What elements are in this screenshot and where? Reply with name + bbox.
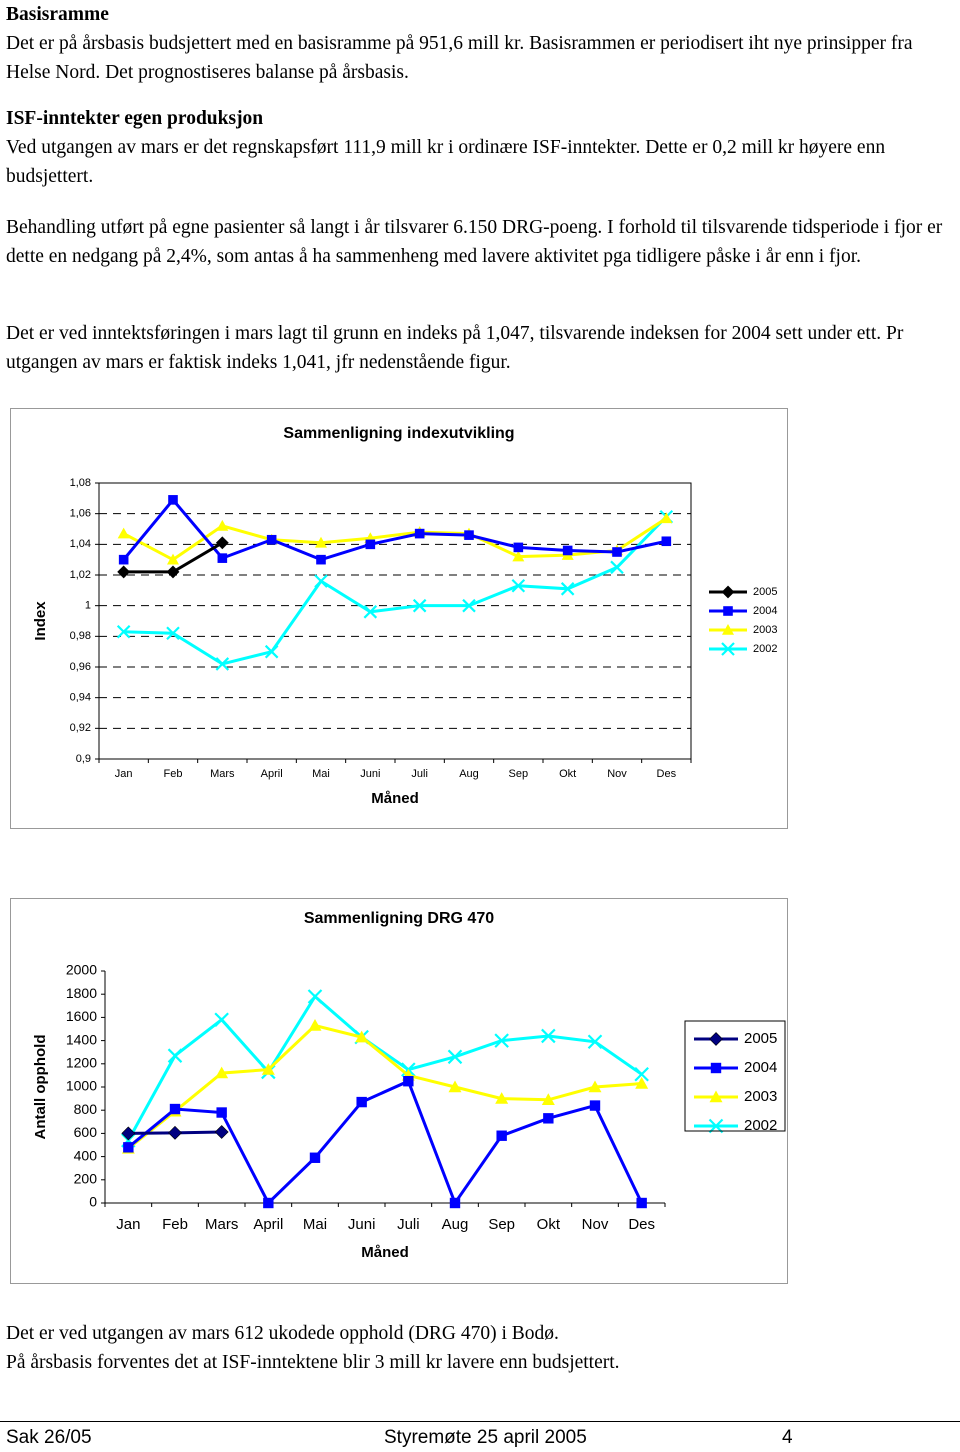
series-2003-point bbox=[309, 1019, 322, 1031]
legend-label: 2002 bbox=[753, 642, 778, 655]
x-tick-label: Jan bbox=[114, 767, 133, 780]
series-2002-point bbox=[169, 1049, 182, 1062]
y-tick-label: 200 bbox=[73, 1170, 97, 1187]
series-2005-point bbox=[122, 1127, 135, 1140]
paragraph-indeks: Det er ved inntektsføringen i mars lagt til grunn en indeks på 1,047, tilsvarende indeksen for 2004 sett under ett. Pr utgangen av mars er faktisk indeks 1,041, jfr nedenstående figur. bbox=[6, 323, 904, 373]
y-tick-label: 0,92 bbox=[69, 722, 91, 735]
legend-2005-marker bbox=[710, 1033, 723, 1046]
series-2004-point bbox=[612, 547, 622, 557]
legend-label: 2003 bbox=[753, 623, 778, 636]
y-tick-label: 1000 bbox=[65, 1077, 97, 1094]
y-tick-label: 600 bbox=[73, 1124, 97, 1141]
x-tick-label: Aug bbox=[459, 767, 479, 780]
series-2004-point bbox=[123, 1142, 133, 1152]
footer-page-number: 4 bbox=[782, 1427, 793, 1448]
y-tick-label: 800 bbox=[73, 1100, 97, 1117]
x-tick-label: Juni bbox=[360, 767, 381, 780]
x-axis-title: Måned bbox=[371, 789, 419, 807]
x-tick-label: Aug bbox=[441, 1215, 469, 1233]
y-tick-label: 1,04 bbox=[69, 538, 91, 551]
series-2004-line bbox=[128, 1081, 641, 1203]
series-2004-point bbox=[263, 1198, 273, 1208]
series-2004-point bbox=[563, 546, 573, 556]
footer-case-number: Sak 26/05 bbox=[6, 1427, 92, 1448]
chart-title: Sammenligning DRG 470 bbox=[303, 910, 495, 928]
series-2004-point bbox=[356, 1097, 366, 1107]
legend-2004-marker bbox=[723, 606, 733, 616]
series-2004-point bbox=[316, 555, 326, 565]
legend-label: 2004 bbox=[753, 604, 778, 617]
y-tick-label: 2000 bbox=[65, 961, 97, 978]
series-2003-point bbox=[216, 520, 228, 531]
y-tick-label: 1,08 bbox=[69, 476, 91, 489]
y-tick-label: 1,02 bbox=[69, 568, 91, 581]
legend-2004-marker bbox=[711, 1063, 721, 1073]
drg-chart bbox=[10, 898, 788, 1284]
x-tick-label: Mars bbox=[204, 1215, 239, 1233]
series-2004-point bbox=[636, 1198, 646, 1208]
series-2004-point bbox=[168, 495, 178, 505]
plot-area bbox=[99, 483, 691, 759]
series-2004-point bbox=[310, 1153, 320, 1163]
series-2004-point bbox=[366, 540, 376, 550]
chart-title: Sammenligning indexutvikling bbox=[283, 425, 515, 443]
x-tick-label: Mai bbox=[312, 767, 330, 780]
x-tick-label: Feb bbox=[163, 767, 183, 780]
series-2004-line bbox=[124, 500, 667, 560]
series-2002-point bbox=[309, 990, 322, 1003]
series-2004-point bbox=[496, 1131, 506, 1141]
legend-label: 2005 bbox=[753, 585, 778, 598]
footer-meeting: Styremøte 25 april 2005 bbox=[384, 1427, 587, 1448]
paragraph-ukodede: Det er ved utgangen av mars 612 ukodede opphold (DRG 470) i Bodø. bbox=[6, 1323, 559, 1344]
series-2005-point bbox=[215, 1126, 228, 1139]
heading-basisramme: Basisramme bbox=[6, 4, 109, 25]
y-tick-label: 1200 bbox=[65, 1054, 97, 1071]
x-tick-label: Feb bbox=[162, 1215, 188, 1233]
basisramme-section bbox=[6, 0, 951, 87]
legend-label: 2002 bbox=[744, 1116, 778, 1134]
series-2005-point bbox=[118, 566, 130, 578]
y-tick-label: 400 bbox=[73, 1147, 97, 1164]
y-tick-label: 0,98 bbox=[69, 630, 91, 643]
series-2003-line bbox=[128, 1026, 641, 1149]
x-tick-label: Des bbox=[628, 1215, 656, 1233]
series-2004-point bbox=[415, 529, 425, 539]
x-tick-label: Mai bbox=[302, 1215, 328, 1233]
x-axis-title: Måned bbox=[361, 1243, 409, 1261]
x-tick-label: April bbox=[260, 767, 283, 780]
y-axis-title: Antall opphold bbox=[31, 1034, 49, 1140]
y-tick-label: 0 bbox=[89, 1193, 97, 1210]
index-chart-svg bbox=[11, 409, 787, 828]
series-2004-point bbox=[450, 1198, 460, 1208]
x-tick-label: Des bbox=[656, 767, 677, 780]
y-tick-label: 0,9 bbox=[75, 752, 91, 765]
series-2004-point bbox=[464, 530, 474, 540]
legend-2005-marker bbox=[722, 586, 734, 598]
legend-label: 2003 bbox=[744, 1087, 778, 1105]
series-2004-point bbox=[218, 553, 228, 563]
x-tick-label: Okt bbox=[536, 1215, 561, 1233]
series-2004-point bbox=[216, 1107, 226, 1117]
series-2002-point bbox=[611, 561, 623, 573]
series-2002-point bbox=[215, 1013, 228, 1026]
x-tick-label: Juni bbox=[347, 1215, 376, 1233]
y-tick-label: 1800 bbox=[65, 984, 97, 1001]
x-tick-label: Mars bbox=[210, 767, 235, 780]
index-chart bbox=[10, 408, 788, 829]
series-2003-point bbox=[118, 528, 130, 539]
paragraph-basisramme: Det er på årsbasis budsjettert med en basisramme på 951,6 mill kr. Basisrammen er periodisert iht nye prinsipper fra Helse Nord. Det prognostiseres balanse på årsbasis. bbox=[6, 33, 913, 83]
closing-section bbox=[6, 1319, 951, 1377]
series-2004-point bbox=[590, 1100, 600, 1110]
series-2004-point bbox=[543, 1113, 553, 1123]
series-2002-point bbox=[315, 575, 327, 587]
y-tick-label: 1,06 bbox=[69, 507, 91, 520]
paragraph-drg-poeng: Behandling utført på egne pasienter så langt i år tilsvarer 6.150 DRG-poeng. I forhold til tilsvarende tidsperiode i fjor er dette en nedgang på 2,4%, som antas å ha sammenheng med lavere aktivitet pga tidligere påske i år enn i fjor. bbox=[6, 217, 943, 267]
drg-chart-svg bbox=[11, 899, 787, 1283]
series-2005-point bbox=[169, 1126, 182, 1139]
x-tick-label: Juli bbox=[411, 767, 428, 780]
paragraph-isf: Ved utgangen av mars er det regnskapsført 111,9 mill kr i ordinære ISF-inntekter. Dette er 0,2 mill kr høyere enn budsjettert. bbox=[6, 137, 886, 187]
y-tick-label: 1400 bbox=[65, 1031, 97, 1048]
x-tick-label: Nov bbox=[581, 1215, 609, 1233]
page-footer bbox=[0, 1421, 960, 1452]
y-axis-title: Index bbox=[31, 601, 49, 641]
y-tick-label: 1600 bbox=[65, 1008, 97, 1025]
x-tick-label: Sep bbox=[508, 767, 529, 780]
paragraph-arsbasis: På årsbasis forventes det at ISF-inntektene blir 3 mill kr lavere enn budsjettert. bbox=[6, 1352, 620, 1373]
legend-label: 2004 bbox=[744, 1058, 778, 1076]
legend-label: 2005 bbox=[744, 1029, 778, 1047]
x-tick-label: Jan bbox=[116, 1215, 141, 1233]
x-tick-label: Juli bbox=[397, 1215, 420, 1233]
series-2004-point bbox=[119, 555, 129, 565]
series-2002-line bbox=[128, 997, 641, 1141]
series-2004-point bbox=[514, 543, 524, 553]
x-tick-label: Nov bbox=[607, 767, 627, 780]
series-2004-point bbox=[267, 535, 277, 545]
y-tick-label: 0,94 bbox=[69, 691, 91, 704]
y-tick-label: 0,96 bbox=[69, 660, 91, 673]
series-2004-point bbox=[170, 1104, 180, 1114]
x-tick-label: April bbox=[253, 1215, 284, 1233]
heading-isf: ISF-inntekter egen produksjon bbox=[6, 108, 264, 129]
y-tick-label: 1 bbox=[84, 599, 91, 612]
series-2004-point bbox=[662, 536, 672, 546]
x-tick-label: Sep bbox=[488, 1215, 516, 1233]
isf-section bbox=[6, 104, 951, 191]
x-tick-label: Okt bbox=[559, 767, 577, 780]
series-2004-point bbox=[403, 1076, 413, 1086]
